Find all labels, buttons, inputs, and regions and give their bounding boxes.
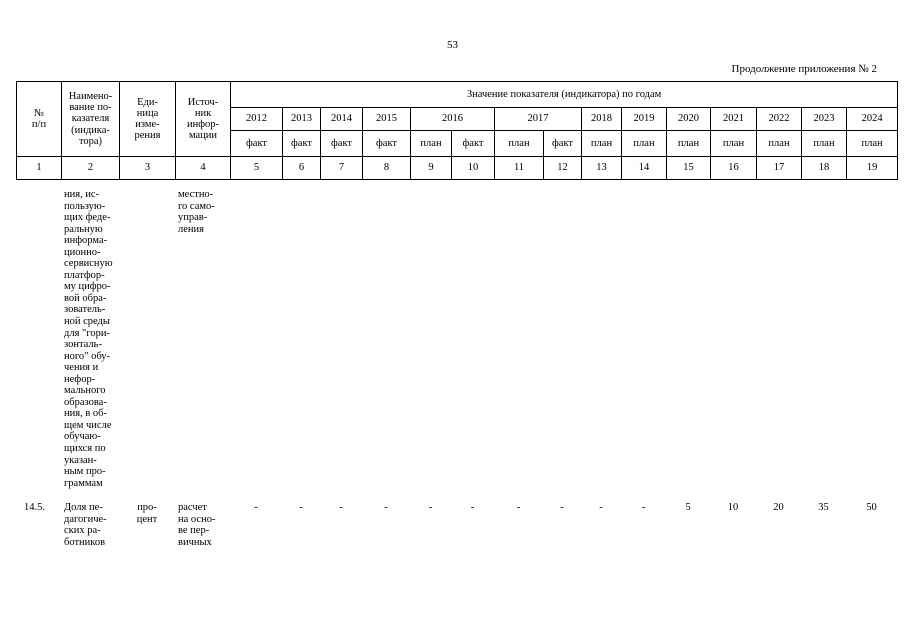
header-year: 2022	[757, 108, 802, 131]
column-number: 9	[411, 157, 452, 180]
table-row	[16, 502, 897, 548]
row-unit: про- цент	[136, 502, 158, 525]
row-value: -	[339, 502, 343, 514]
header-subtype: факт	[231, 131, 283, 157]
row-value	[451, 189, 494, 489]
row-value: -	[470, 502, 475, 514]
header-subtype: факт	[363, 131, 411, 157]
row-source: расчет на осно- ве пер- вичных	[178, 502, 216, 548]
column-number: 1	[17, 157, 62, 180]
row-value: -	[599, 502, 603, 514]
header-subtype: план	[667, 131, 711, 157]
column-number: 7	[321, 157, 363, 180]
header-year: 2017	[495, 108, 582, 131]
header-year: 2015	[363, 108, 411, 131]
row-value	[666, 189, 710, 489]
header-number: № п/п	[17, 82, 62, 157]
row-value: 5	[685, 502, 691, 514]
header-year: 2016	[411, 108, 495, 131]
row-value: 20	[773, 502, 784, 514]
column-number: 19	[847, 157, 898, 180]
column-number: 17	[757, 157, 802, 180]
column-number: 10	[452, 157, 495, 180]
row-value: -	[560, 502, 564, 514]
row-value	[543, 189, 581, 489]
row-value	[282, 189, 320, 489]
column-number: 15	[667, 157, 711, 180]
continuation-label: Продолжение приложения № 2	[731, 63, 877, 75]
row-value	[362, 189, 410, 489]
row-unit	[119, 189, 175, 489]
row-value: 35	[818, 502, 829, 514]
column-number: 6	[283, 157, 321, 180]
header-values-title: Значение показателя (индикатора) по годам	[231, 82, 898, 108]
header-year: 2019	[622, 108, 667, 131]
header-subtype: факт	[452, 131, 495, 157]
header-year: 2018	[582, 108, 622, 131]
row-indicator-name: Доля пе- дагогиче- ских ра- ботников	[64, 502, 107, 548]
header-year: 2013	[283, 108, 321, 131]
column-number: 18	[802, 157, 847, 180]
header-subtype: план	[711, 131, 757, 157]
row-value: -	[641, 502, 646, 514]
header-subtype: факт	[321, 131, 363, 157]
column-number: 2	[62, 157, 120, 180]
header-subtype: план	[495, 131, 544, 157]
header-year: 2014	[321, 108, 363, 131]
column-number: 5	[231, 157, 283, 180]
row-spacer	[16, 489, 897, 502]
row-number: 14.5.	[24, 502, 45, 514]
header-name: Наимено- вание по- казателя (индика- тора)	[62, 82, 120, 157]
column-number: 14	[622, 157, 667, 180]
row-value	[494, 189, 543, 489]
column-number: 16	[711, 157, 757, 180]
column-number: 11	[495, 157, 544, 180]
header-year: 2020	[667, 108, 711, 131]
row-value	[410, 189, 451, 489]
column-number: 13	[582, 157, 622, 180]
header-year: 2023	[802, 108, 847, 131]
header-subtype: план	[802, 131, 847, 157]
page-number: 53	[447, 39, 458, 51]
row-value	[801, 189, 846, 489]
header-subtype: факт	[544, 131, 582, 157]
row-value: -	[516, 502, 521, 514]
row-value: -	[299, 502, 303, 514]
row-value	[621, 189, 666, 489]
header-table	[16, 81, 898, 180]
header-subtype: план	[847, 131, 898, 157]
header-year: 2012	[231, 108, 283, 131]
row-source: местно- го само- управ- ления	[178, 189, 215, 235]
table-row	[16, 189, 897, 489]
header-subtype: план	[582, 131, 622, 157]
column-number: 12	[544, 157, 582, 180]
column-number: 8	[363, 157, 411, 180]
row-value	[756, 189, 801, 489]
row-value	[581, 189, 621, 489]
header-subtype: факт	[283, 131, 321, 157]
header-unit: Еди- ница изме- рения	[120, 82, 176, 157]
column-number: 4	[176, 157, 231, 180]
row-number	[16, 189, 61, 489]
row-value: -	[384, 502, 388, 514]
row-value	[710, 189, 756, 489]
body-table	[16, 189, 897, 548]
row-value: -	[254, 502, 258, 514]
row-value	[320, 189, 362, 489]
header-year: 2024	[847, 108, 898, 131]
header-year: 2021	[711, 108, 757, 131]
header-subtype: план	[622, 131, 667, 157]
row-value	[846, 189, 897, 489]
row-value: 50	[866, 502, 877, 514]
row-value: 10	[727, 502, 739, 514]
header-subtype: план	[411, 131, 452, 157]
row-value	[230, 189, 282, 489]
header-source: Источ- ник инфор- мации	[176, 82, 231, 157]
column-number: 3	[120, 157, 176, 180]
header-subtype: план	[757, 131, 802, 157]
row-value: -	[428, 502, 433, 514]
row-indicator-name: ния, ис- пользую- щих феде- ральную информа- ционно- сервисную платфор- му цифро- вой обра- зователь- ной среды для "гори- зонталь- ного" обу- чения и нефор- мального образова- ния, в об- щем числе обучаю- щихся по указан- ным про- граммам	[64, 189, 113, 489]
